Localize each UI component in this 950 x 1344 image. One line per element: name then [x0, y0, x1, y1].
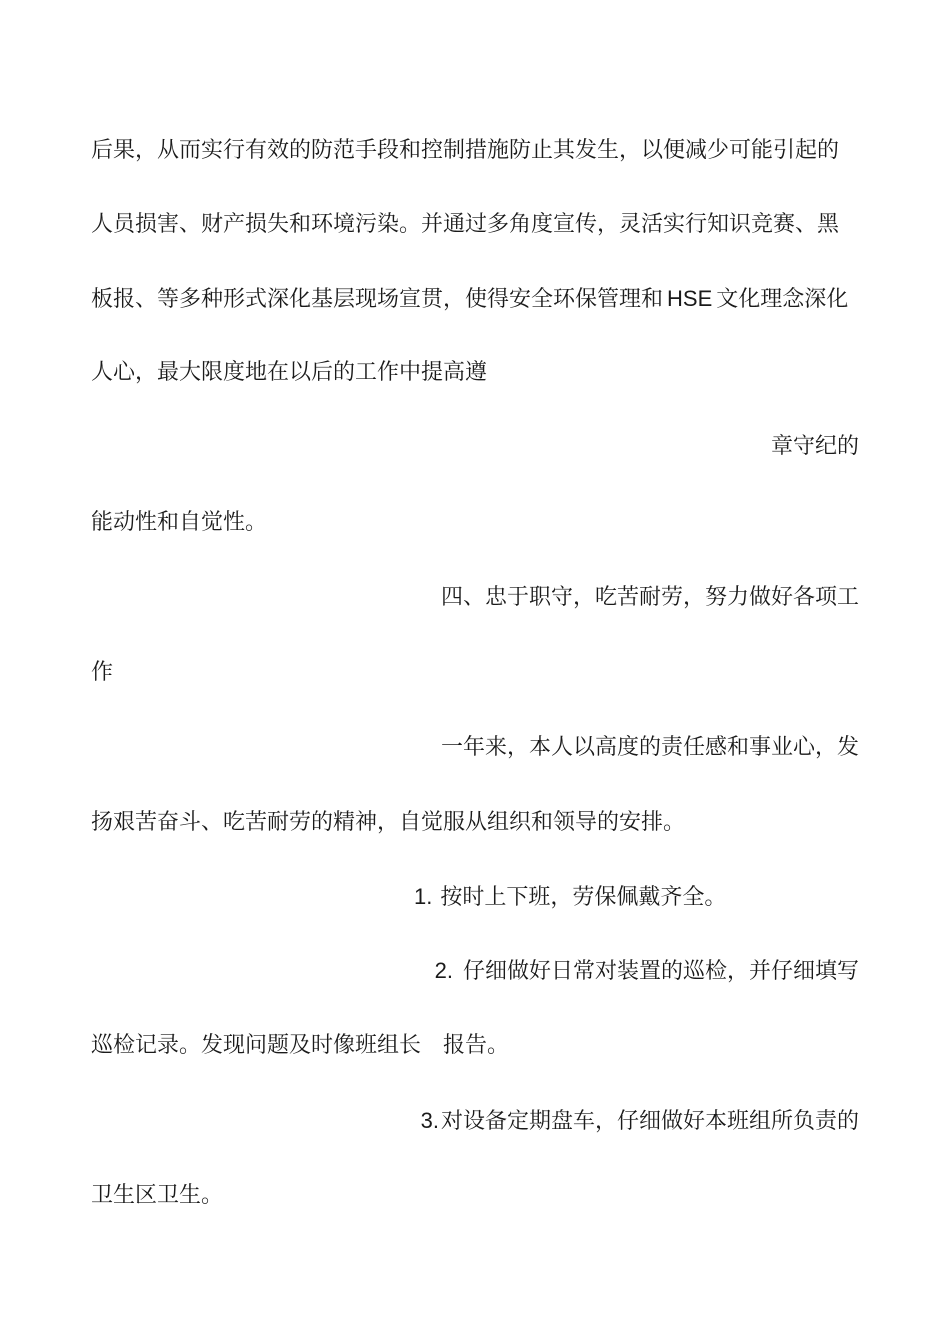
- paragraph-line-7: [441, 733, 859, 763]
- heading-text: 四、忠于职守，吃苦耐劳，努力做好各项工: [440, 585, 859, 610]
- paragraph-line-8: [91, 808, 685, 838]
- paragraph-line-4: [91, 358, 487, 388]
- text-run: 能动性和自觉性。: [91, 510, 268, 535]
- list-text: 按时上下班，劳保佩戴齐全。: [440, 885, 727, 910]
- list-text: 卫生区卫生。: [91, 1183, 224, 1208]
- list-item-3-continued: [91, 1181, 223, 1211]
- paragraph-line-2: [91, 210, 839, 240]
- list-number: 3.: [420, 1108, 439, 1133]
- text-run: 扬艰苦奋斗、吃苦耐劳的精神，自觉服从组织和领导的安排。: [91, 810, 686, 835]
- list-number: 2.: [434, 958, 453, 983]
- text-run: 一年来，本人以高度的责任感和事业心，发: [440, 735, 859, 760]
- paragraph-line-1: [91, 136, 839, 166]
- list-number: 1.: [414, 884, 433, 909]
- text-run: 后果，从而实行有效的防范手段和控制措施防止其发生，以便减少可能引起的: [91, 138, 840, 163]
- text-run: 文化理念深化: [716, 287, 849, 312]
- list-item-3: [421, 1106, 859, 1137]
- list-text: 报告。: [443, 1033, 510, 1058]
- heading-text: 作: [91, 660, 114, 685]
- paragraph-line-3: [91, 284, 848, 315]
- text-run: 板报、等多种形式深化基层现场宣贯，使得安全环保管理和: [91, 287, 664, 312]
- list-item-2-continued: [91, 1031, 509, 1061]
- list-item-1: [414, 882, 726, 913]
- list-item-2: [435, 956, 859, 987]
- paragraph-line-5: [771, 432, 859, 462]
- text-run: 章守纪的: [770, 434, 859, 459]
- paragraph-line-6: [91, 508, 267, 538]
- text-run: 人员损害、财产损失和环境污染。并通过多角度宣传，灵活实行知识竞赛、黑: [91, 212, 840, 237]
- hse-acronym: HSE: [667, 286, 713, 311]
- section-heading-4: [441, 583, 859, 613]
- list-text: 对设备定期盘车，仔细做好本班组所负责的: [440, 1109, 859, 1134]
- text-run: 人心，最大限度地在以后的工作中提高遵: [91, 360, 488, 385]
- list-text: 仔细做好日常对装置的巡检，并仔细填写: [462, 959, 859, 984]
- section-heading-4-continued: [91, 658, 113, 688]
- list-text: 巡检记录。发现问题及时像班组长: [91, 1033, 422, 1058]
